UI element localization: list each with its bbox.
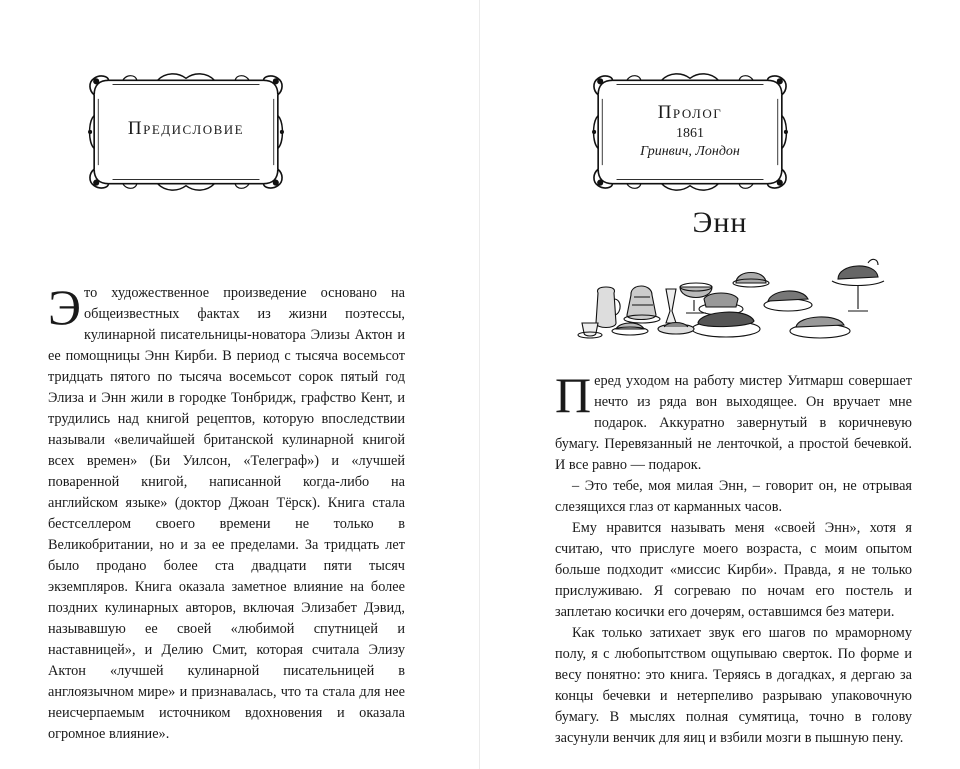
prologue-heading-frame (590, 70, 790, 194)
preface-heading: Предисловие (127, 118, 245, 139)
preface-heading-frame (86, 70, 286, 194)
preface-text (48, 279, 405, 745)
prologue-text (555, 367, 912, 749)
dropcap: Э (48, 279, 82, 335)
prologue-heading: Пролог (657, 102, 723, 123)
dropcap: П (555, 367, 592, 423)
prologue-place: Гринвич, Лондон (640, 144, 740, 159)
prologue-paragraph-1: еред уходом на работу мистер Уитмарш совершает нечто из ряда вон выходящее. Он вручает мне подарок. Аккуратно завернутый в коричневую бумагу. Перевязанный не ленточкой, а простой бечевкой. И все равно — подарок. (555, 373, 912, 473)
right-page (480, 0, 960, 769)
chapter-title: Энн (692, 206, 748, 239)
prologue-paragraph-3: Ему нравится называть меня «своей Энн», хотя я считаю, что прислуге моего возраста, с моим опытом больше подходит «миссис Кирби». Правда, я не только прислуживаю. Я согреваю по ночам его постель и заплетаю косички его дочерям, оставшимся без матери. (555, 520, 912, 620)
prologue-year: 1861 (676, 126, 704, 141)
prologue-paragraph-2: – Это тебе, моя милая Энн, – говорит он, не отрывая слезящихся глаз от карманных часов. (555, 478, 912, 515)
food-illustration-icon (576, 253, 896, 345)
preface-paragraph: то художественное произведение основано на общеизвестных фактах из жизни поэтессы, кулинарной писательницы-новатора Элизы Актон и ее помощницы Энн Кирби. В период с тысяча восемьсот тридцать пятого по тысяча восемьсот сорок пятый год Элиза и Энн жили в городке Тонбридж, графство Кент, и трудились над книгой рецептов, которую впоследствии называли «величайшей британской кулинарной книгой всех времен» (Би Уилсон, «Телеграф») и «лучшей поваренной книгой, написанной когда-либо на английском языке» (доктор Джоан Тёрск). Книга стала бестселлером своего времени не только в Великобритании, но и за ее пределами. За тридцать лет было продано более ста двадцати пяти тысяч экземпляров. Книга оказала заметное влияние на более поздних кулинарных авторов, включая Элизабет Дэвид, называвшую ее своей «любимой спутницей и наставницей», и Делию Смит, которая считала Элизу Актон «лучшей кулинарной писательницей в англоязычном мире» и признавалась, что та стала для нее неисчерпаемым источником вдохновения и оказала огромное влияние». (48, 285, 405, 742)
prologue-paragraph-4: Как только затихает звук его шагов по мраморному полу, я с любопытством ощупываю сверток. По форме и весу понятно: это книга. Теряясь в догадках, я дергаю за концы бечевки и нетерпеливо разрываю упаковочную бумагу. В мыслях полная сумятица, точно в голову засунули венчик для яиц и взбили мозги в пышную пену. (555, 625, 912, 746)
